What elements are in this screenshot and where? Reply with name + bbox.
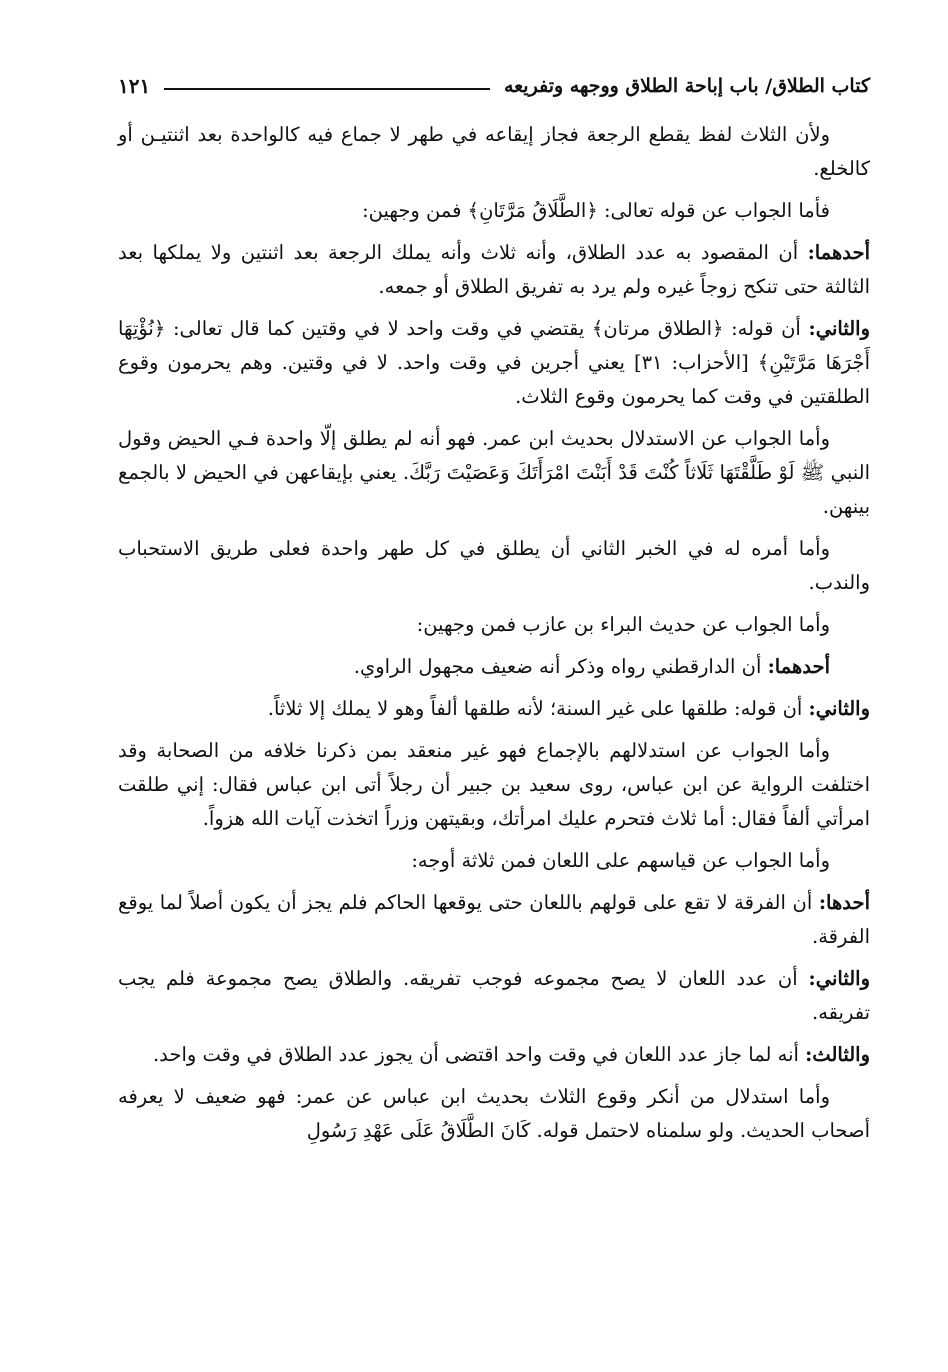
paragraph-text: ولأن الثلاث لفظ يقطع الرجعة فجاز إيقاعه في طهر لا جماع فيه كالواحدة بعد اثنتيـن أو كالخلع. [118,123,870,180]
paragraph [118,734,870,836]
paragraph [118,422,870,524]
running-header [118,66,870,106]
paragraph [118,236,870,304]
paragraph [118,962,870,1030]
paragraph-text: فأما الجواب عن قوله تعالى: ﴿الطَّلَاقُ مَرَّتَانِ﴾ فمن وجهين: [362,199,830,222]
paragraph [118,844,870,878]
body-text [118,118,870,1156]
paragraph [118,886,870,954]
paragraph-text: وأما استدلال من أنكر وقوع الثلاث بحديث ابن عباس عن عمر: فهو ضعيف لا يعرفه أصحاب الحديث. ولو سلمناه لاحتمل قوله. كَانَ الطَّلَاقُ عَلَى عَهْدِ رَسُولِ [118,1085,870,1142]
paragraph-text: وأما الجواب عن الاستدلال بحديث ابن عمر. فهو أنه لم يطلق إلّا واحدة فـي الحيض وقول النبي ﷺ لَوْ طَلَّقْتَهَا ثَلَاثاً كُنْتَ قَدْ أَبَنْتَ امْرَأَتَكَ وَعَصَيْتَ رَبَّكَ. يعني بإيقاعهن في الحيض لا بالجمع بينهن. [118,427,870,518]
paragraph-lead: أحدها: [818,891,870,914]
paragraph-text: وأما أمره له في الخبر الثاني أن يطلق في كل طهر واحدة فعلى طريق الاستحباب والندب. [118,537,870,594]
paragraph-text: أن قوله: ﴿الطلاق مرتان﴾ يقتضي في وقت واحد لا في وقتين كما قال تعالى: ﴿نُؤْتِهَا أَجْرَهَا مَرَّتَيْنِ﴾ [الأحزاب: ٣١] يعني أجرين في وقت واحد. لا في وقتين. وهم يحرمون وقوع الطلقتين في وقت كما يحرمون وقوع الثلاث. [118,317,870,408]
paragraph-text: أن عدد اللعان لا يصح مجموعه فوجب تفريقه. والطلاق يصح مجموعة فلم يجب تفريقه. [118,967,870,1024]
paragraph [118,312,870,414]
paragraph-text: أن قوله: طلقها على غير السنة؛ لأنه طلقها ألفاً وهو لا يملك إلا ثلاثاً. [267,697,809,720]
paragraph-lead: والثاني: [808,967,870,990]
paragraph-lead: أحدهما: [807,241,870,264]
paragraph [118,194,870,228]
paragraph-text: أن الدارقطني رواه وذكر أنه ضعيف مجهول الراوي. [353,655,768,678]
paragraph-text: أن المقصود به عدد الطلاق، وأنه ثلاث وأنه يملك الرجعة بعد اثنتين ولا يملكها بعد الثالثة حتى تنكح زوجاً غيره ولم يرد به تفريق الطلاق أو جمعه. [118,241,870,298]
chapter-title: كتاب الطلاق/ باب إباحة الطلاق ووجهه وتفريعه [503,75,870,97]
header-rule [164,88,490,90]
paragraph [118,692,870,726]
paragraph [118,1080,870,1148]
paragraph [118,608,870,642]
paragraph-text: أن الفرقة لا تقع على قولهم باللعان حتى يوقعها الحاكم فلم يجز أن يكون أصلاً لما يوقع الفرقة. [118,891,870,948]
paragraph-lead: والثاني: [808,317,870,340]
paragraph-lead: أحدهما: [767,655,830,678]
paragraph-text: وأما الجواب عن قياسهم على اللعان فمن ثلاثة أوجه: [411,849,830,872]
paragraph [118,532,870,600]
paragraph [118,1038,870,1072]
paragraph-lead: والثالث: [805,1043,870,1066]
paragraph-text: وأما الجواب عن استدلالهم بالإجماع فهو غير منعقد بمن ذكرنا خلافه من الصحابة وقد اختلفت الرواية عن ابن عباس، روى سعيد بن جبير أن رجلاً أتى ابن عباس فقال: إني طلقت امرأتي ألفاً فقال: أما ثلاث فتحرم عليك امرأتك، وبقيتهن وزراً اتخذت آيات الله هزواً. [118,739,870,830]
paragraph-text: وأما الجواب عن حديث البراء بن عازب فمن وجهين: [416,613,830,636]
page-number: ١٢١ [118,74,151,98]
paragraph-lead: والثاني: [808,697,870,720]
paragraph [118,118,870,186]
paragraph-text: أنه لما جاز عدد اللعان في وقت واحد اقتضى أن يجوز عدد الطلاق في وقت واحد. [152,1043,806,1066]
paragraph [118,650,870,684]
